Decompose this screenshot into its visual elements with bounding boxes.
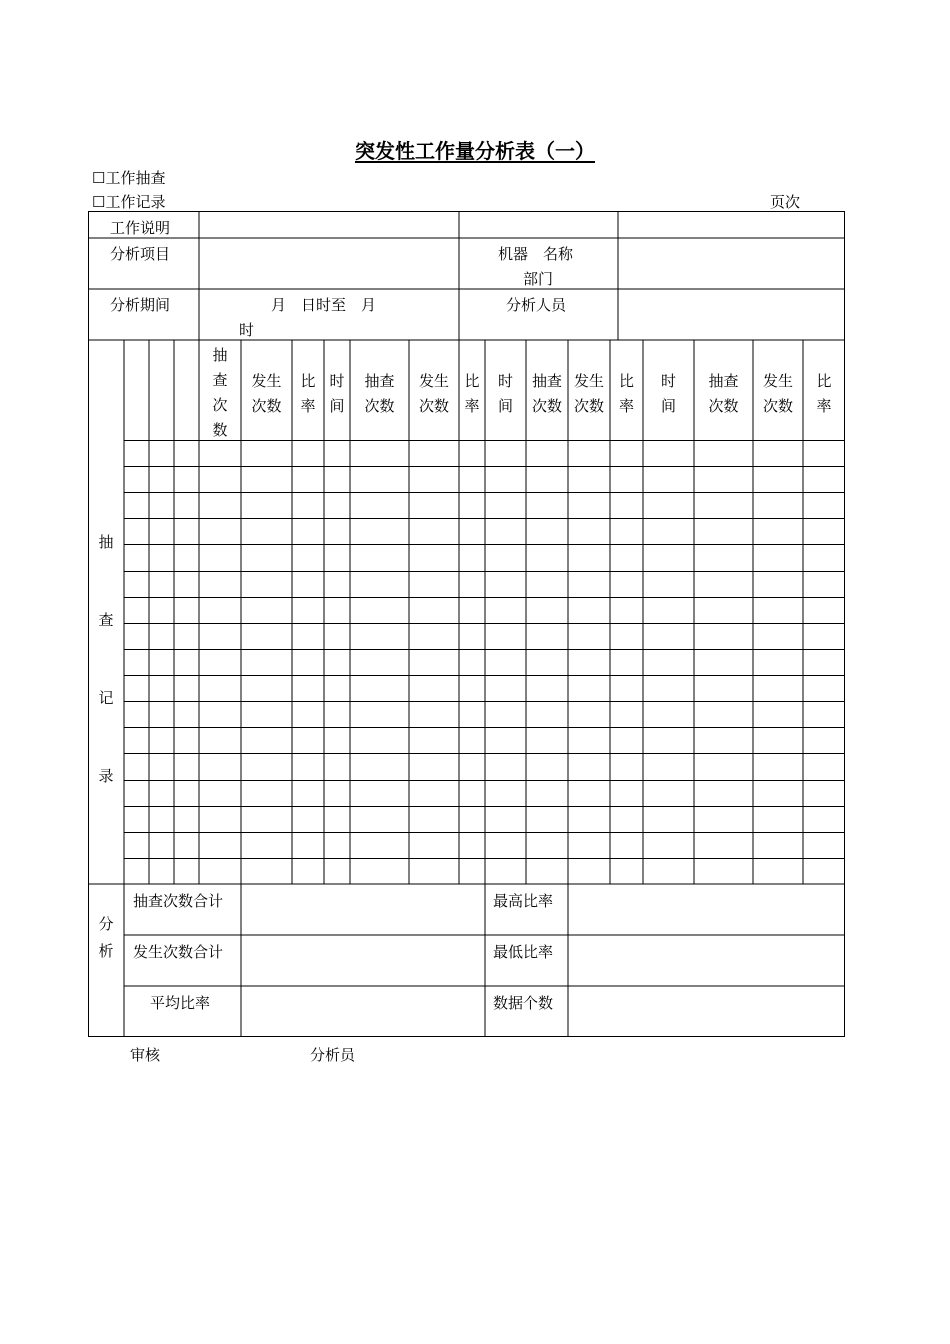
analysis-period-label: 分析期间 [110, 296, 171, 314]
record-label: 抽 查 记 录 [98, 533, 114, 785]
total-checks-label: 抽查次数合计 [133, 892, 224, 910]
analysis-form-table [88, 211, 845, 1037]
work-description-label: 工作说明 [110, 219, 171, 237]
max-ratio-label: 最高比率 [493, 892, 554, 910]
analyst-footer-label: 分析员 [310, 1046, 356, 1064]
analysis-period-value: 月 日时至 月 [271, 296, 377, 314]
header-check-count-1: 抽 查 次 数 [212, 346, 228, 439]
header-ratio-3: 比 率 [618, 372, 634, 415]
page-number-label: 页次 [770, 193, 801, 211]
header-time-2: 时 间 [329, 372, 345, 415]
page-title: 突发性工作量分析表（一） [355, 139, 595, 163]
header-time-4: 时 间 [660, 372, 676, 415]
analysis-period-value-hour: 时 [239, 321, 255, 339]
header-check-count-2: 抽查 次数 [364, 372, 395, 415]
data-count-label: 数据个数 [493, 994, 554, 1012]
header-occurrence-count-4: 发生 次数 [762, 372, 793, 415]
header-ratio-2: 比 率 [464, 372, 480, 415]
checkbox-work-record[interactable]: ☐工作记录 [92, 193, 166, 211]
analyst-label: 分析人员 [506, 296, 567, 314]
analysis-label: 分 析 [98, 915, 114, 960]
checkbox-work-check[interactable]: ☐工作抽查 [92, 169, 166, 187]
header-occurrence-count-1: 发生 次数 [251, 372, 282, 415]
department-label: 部门 [523, 270, 554, 288]
min-ratio-label: 最低比率 [493, 943, 554, 961]
header-ratio-4: 比 率 [816, 372, 832, 415]
analysis-item-label: 分析项目 [110, 245, 171, 263]
header-time-3: 时 间 [497, 372, 513, 415]
total-occurrences-label: 发生次数合计 [133, 943, 224, 961]
header-ratio-1: 比 率 [300, 372, 316, 415]
header-check-count-4: 抽查 次数 [708, 372, 739, 415]
machine-name-label: 机器 名称 [498, 245, 574, 263]
average-ratio-label: 平均比率 [150, 994, 211, 1012]
header-occurrence-count-2: 发生 次数 [418, 372, 449, 415]
table-grid [88, 211, 845, 1037]
header-occurrence-count-3: 发生 次数 [573, 372, 604, 415]
header-check-count-3: 抽查 次数 [531, 372, 562, 415]
review-label: 审核 [130, 1046, 161, 1064]
